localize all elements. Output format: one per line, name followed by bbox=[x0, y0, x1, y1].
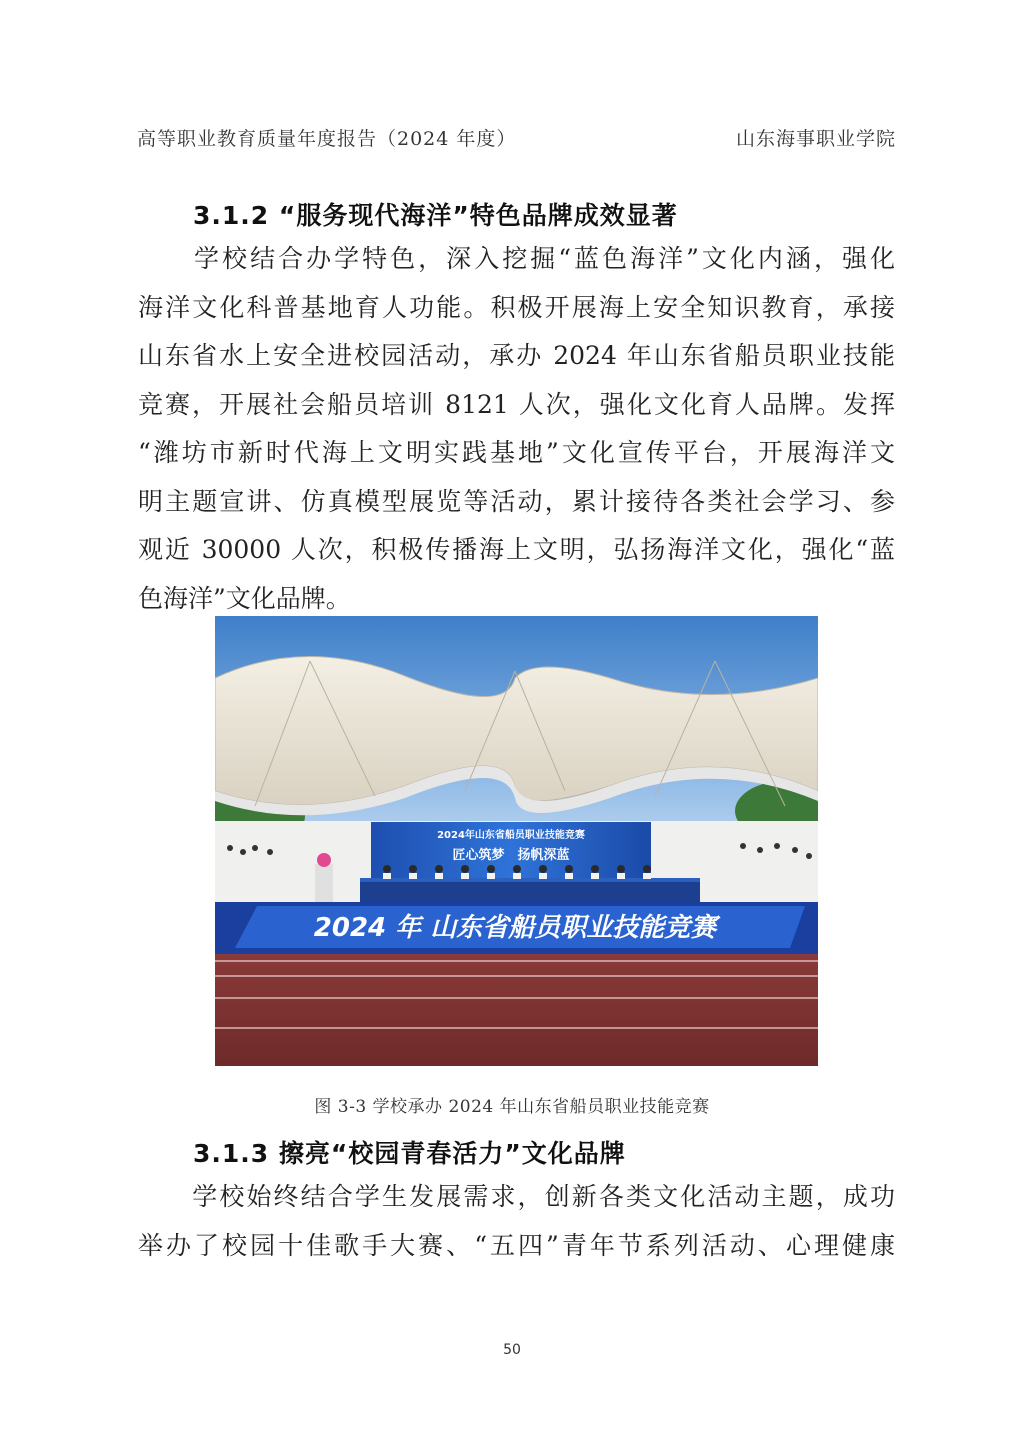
text-line: 山东省水上安全进校园活动，承办 2024 年山东省船员职业技能 bbox=[138, 341, 895, 370]
text-line: 举办了校园十佳歌手大赛、“五四”青年节系列活动、心理健康 bbox=[138, 1230, 895, 1260]
page-number: 50 bbox=[503, 1342, 521, 1358]
section-heading-3-1-3: 3.1.3 擦亮“校园青春活力”文化品牌 bbox=[193, 1139, 626, 1168]
stage-title: 2024年山东省船员职业技能竞赛 bbox=[437, 830, 585, 841]
section1-paragraph bbox=[138, 235, 895, 623]
text-line: “潍坊市新时代海上文明实践基地”文化宣传平台，开展海洋文 bbox=[138, 438, 895, 467]
stage-slogan: 匠心筑梦 扬帆深蓝 bbox=[452, 848, 570, 863]
banner-text: 2024 年 山东省船员职业技能竞赛 bbox=[313, 913, 717, 943]
text-line: 学校始终结合学生发展需求，创新各类文化活动主题，成功 bbox=[138, 1182, 895, 1211]
figure-caption: 图 3-3 学校承办 2024 年山东省船员职业技能竞赛 bbox=[314, 1097, 710, 1117]
competition-photo bbox=[215, 616, 818, 1066]
section-heading-3-1-2: 3.1.2 “服务现代海洋”特色品牌成效显著 bbox=[193, 201, 678, 230]
text-line: 学校结合办学特色，深入挖掘“蓝色海洋”文化内涵，强化 bbox=[138, 244, 895, 273]
text-line: 色海洋”文化品牌。 bbox=[138, 583, 351, 613]
text-line: 明主题宣讲、仿真模型展览等活动，累计接待各类社会学习、参 bbox=[138, 486, 895, 516]
header-left-title: 高等职业教育质量年度报告（2024 年度） bbox=[137, 128, 517, 150]
text-line: 竞赛，开展社会船员培训 8121 人次，强化文化育人品牌。发挥 bbox=[138, 389, 895, 419]
section2-paragraph bbox=[138, 1173, 895, 1270]
text-line: 海洋文化科普基地育人功能。积极开展海上安全知识教育，承接 bbox=[138, 292, 895, 322]
text-line: 观近 30000 人次，积极传播海上文明，弘扬海洋文化，强化“蓝 bbox=[138, 535, 895, 564]
header-right-school: 山东海事职业学院 bbox=[735, 128, 896, 150]
